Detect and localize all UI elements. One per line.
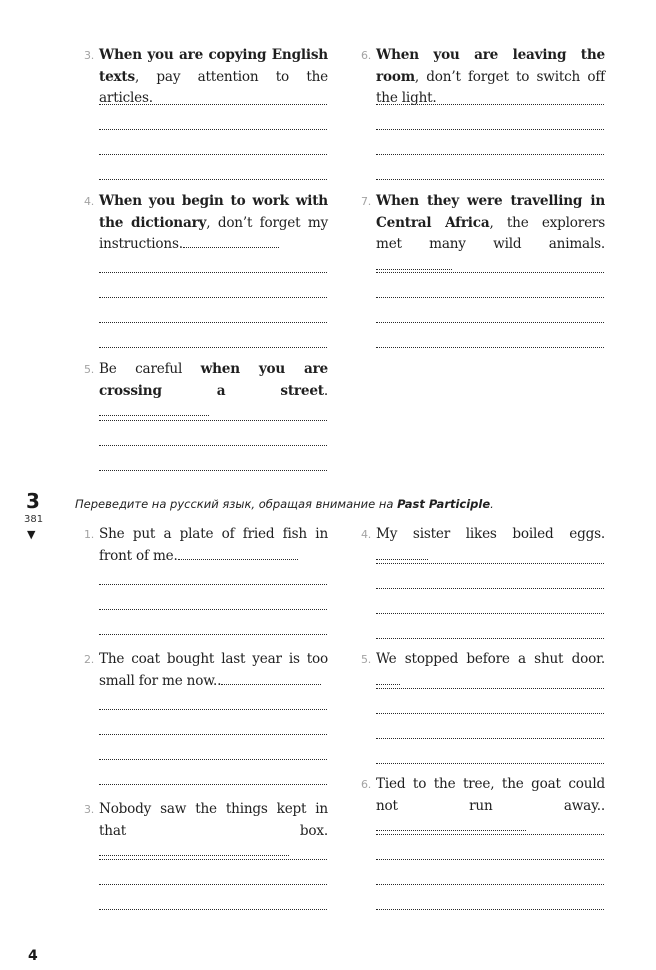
translation-item-4 [361, 524, 605, 567]
answer-line[interactable] [99, 734, 327, 735]
inline-answer-line[interactable] [376, 559, 428, 560]
exercise-item-5 [84, 359, 328, 424]
arrow-down-icon: ▼ [27, 528, 36, 541]
answer-line[interactable] [99, 709, 327, 710]
item-text: Be careful when you are crossing a street. [99, 359, 328, 424]
translation-item-6 [361, 774, 605, 839]
item-text: When you begin to work with the dictionary, don’t forget my instructions. [99, 193, 328, 252]
answer-line[interactable] [376, 104, 604, 105]
answer-line[interactable] [376, 909, 604, 910]
answer-line[interactable] [99, 584, 327, 585]
inline-answer-line[interactable] [221, 684, 321, 685]
item-number: 6. [361, 778, 372, 791]
answer-line[interactable] [99, 884, 327, 885]
answer-line[interactable] [376, 834, 604, 835]
answer-line[interactable] [376, 638, 604, 639]
translation-item-5 [361, 649, 605, 692]
translation-item-1 [84, 524, 328, 567]
inline-answer-line[interactable] [376, 830, 526, 831]
inline-answer-line[interactable] [99, 855, 289, 856]
answer-line[interactable] [99, 420, 327, 421]
exercise-item-7 [361, 191, 605, 277]
item-number: 5. [84, 363, 95, 376]
answer-line[interactable] [376, 297, 604, 298]
item-text: When you are leaving the room, don’t forget to switch off the light. [376, 47, 605, 106]
answer-line[interactable] [99, 297, 327, 298]
answer-line[interactable] [376, 272, 604, 273]
answer-line[interactable] [376, 713, 604, 714]
answer-line[interactable] [376, 763, 604, 764]
answer-line[interactable] [376, 688, 604, 689]
answer-line[interactable] [376, 884, 604, 885]
item-number: 6. [361, 49, 372, 62]
inline-answer-line[interactable] [376, 684, 400, 685]
answer-line[interactable] [376, 859, 604, 860]
section-reference: 381 [24, 514, 44, 525]
section-instruction: Переведите на русский язык, обращая внимание на Past Participle. [75, 497, 494, 511]
answer-line[interactable] [376, 347, 604, 348]
item-number: 3. [84, 803, 95, 816]
item-text: She put a plate of fried fish in front of me. [99, 526, 328, 564]
answer-line[interactable] [376, 563, 604, 564]
answer-line[interactable] [99, 154, 327, 155]
answer-line[interactable] [376, 129, 604, 130]
page-number: 4 [28, 948, 38, 964]
inline-answer-line[interactable] [99, 415, 209, 416]
item-number: 4. [361, 528, 372, 541]
answer-line[interactable] [99, 759, 327, 760]
answer-line[interactable] [376, 613, 604, 614]
inline-answer-line[interactable] [178, 559, 298, 560]
answer-line[interactable] [99, 347, 327, 348]
item-text: When you are copying English texts, pay attention to the articles. [99, 47, 328, 106]
answer-line[interactable] [99, 909, 327, 910]
exercise-item-3 [84, 45, 328, 110]
translation-item-2 [84, 649, 328, 692]
section-number: 3 [26, 489, 40, 513]
item-number: 7. [361, 195, 372, 208]
item-text: My sister likes boiled eggs. [376, 524, 605, 567]
item-number: 2. [84, 653, 95, 666]
answer-line[interactable] [99, 609, 327, 610]
answer-line[interactable] [99, 179, 327, 180]
answer-line[interactable] [99, 859, 327, 860]
answer-line[interactable] [376, 738, 604, 739]
answer-line[interactable] [99, 322, 327, 323]
exercise-item-6 [361, 45, 605, 110]
answer-line[interactable] [376, 154, 604, 155]
translation-item-3 [84, 799, 328, 864]
answer-line[interactable] [99, 104, 327, 105]
item-number: 5. [361, 653, 372, 666]
inline-answer-line[interactable] [376, 269, 452, 270]
answer-line[interactable] [376, 179, 604, 180]
item-number: 1. [84, 528, 95, 541]
item-text: The coat bought last year is too small for me now.. [99, 651, 328, 689]
answer-line[interactable] [99, 445, 327, 446]
answer-line[interactable] [99, 784, 327, 785]
answer-line[interactable] [99, 272, 327, 273]
answer-line[interactable] [99, 129, 327, 130]
item-text: We stopped before a shut door. [376, 649, 605, 692]
item-text: When they were travelling in Central Africa, the explorers met many wild animals. [376, 191, 605, 277]
item-text: Tied to the tree, the goat could not run away.. [376, 774, 605, 839]
answer-line[interactable] [376, 322, 604, 323]
answer-line[interactable] [376, 588, 604, 589]
inline-answer-line[interactable] [183, 247, 279, 248]
item-number: 3. [84, 49, 95, 62]
item-text: Nobody saw the things kept in that box. [99, 799, 328, 864]
answer-line[interactable] [99, 470, 327, 471]
item-number: 4. [84, 195, 95, 208]
answer-line[interactable] [99, 634, 327, 635]
exercise-item-4 [84, 191, 328, 256]
